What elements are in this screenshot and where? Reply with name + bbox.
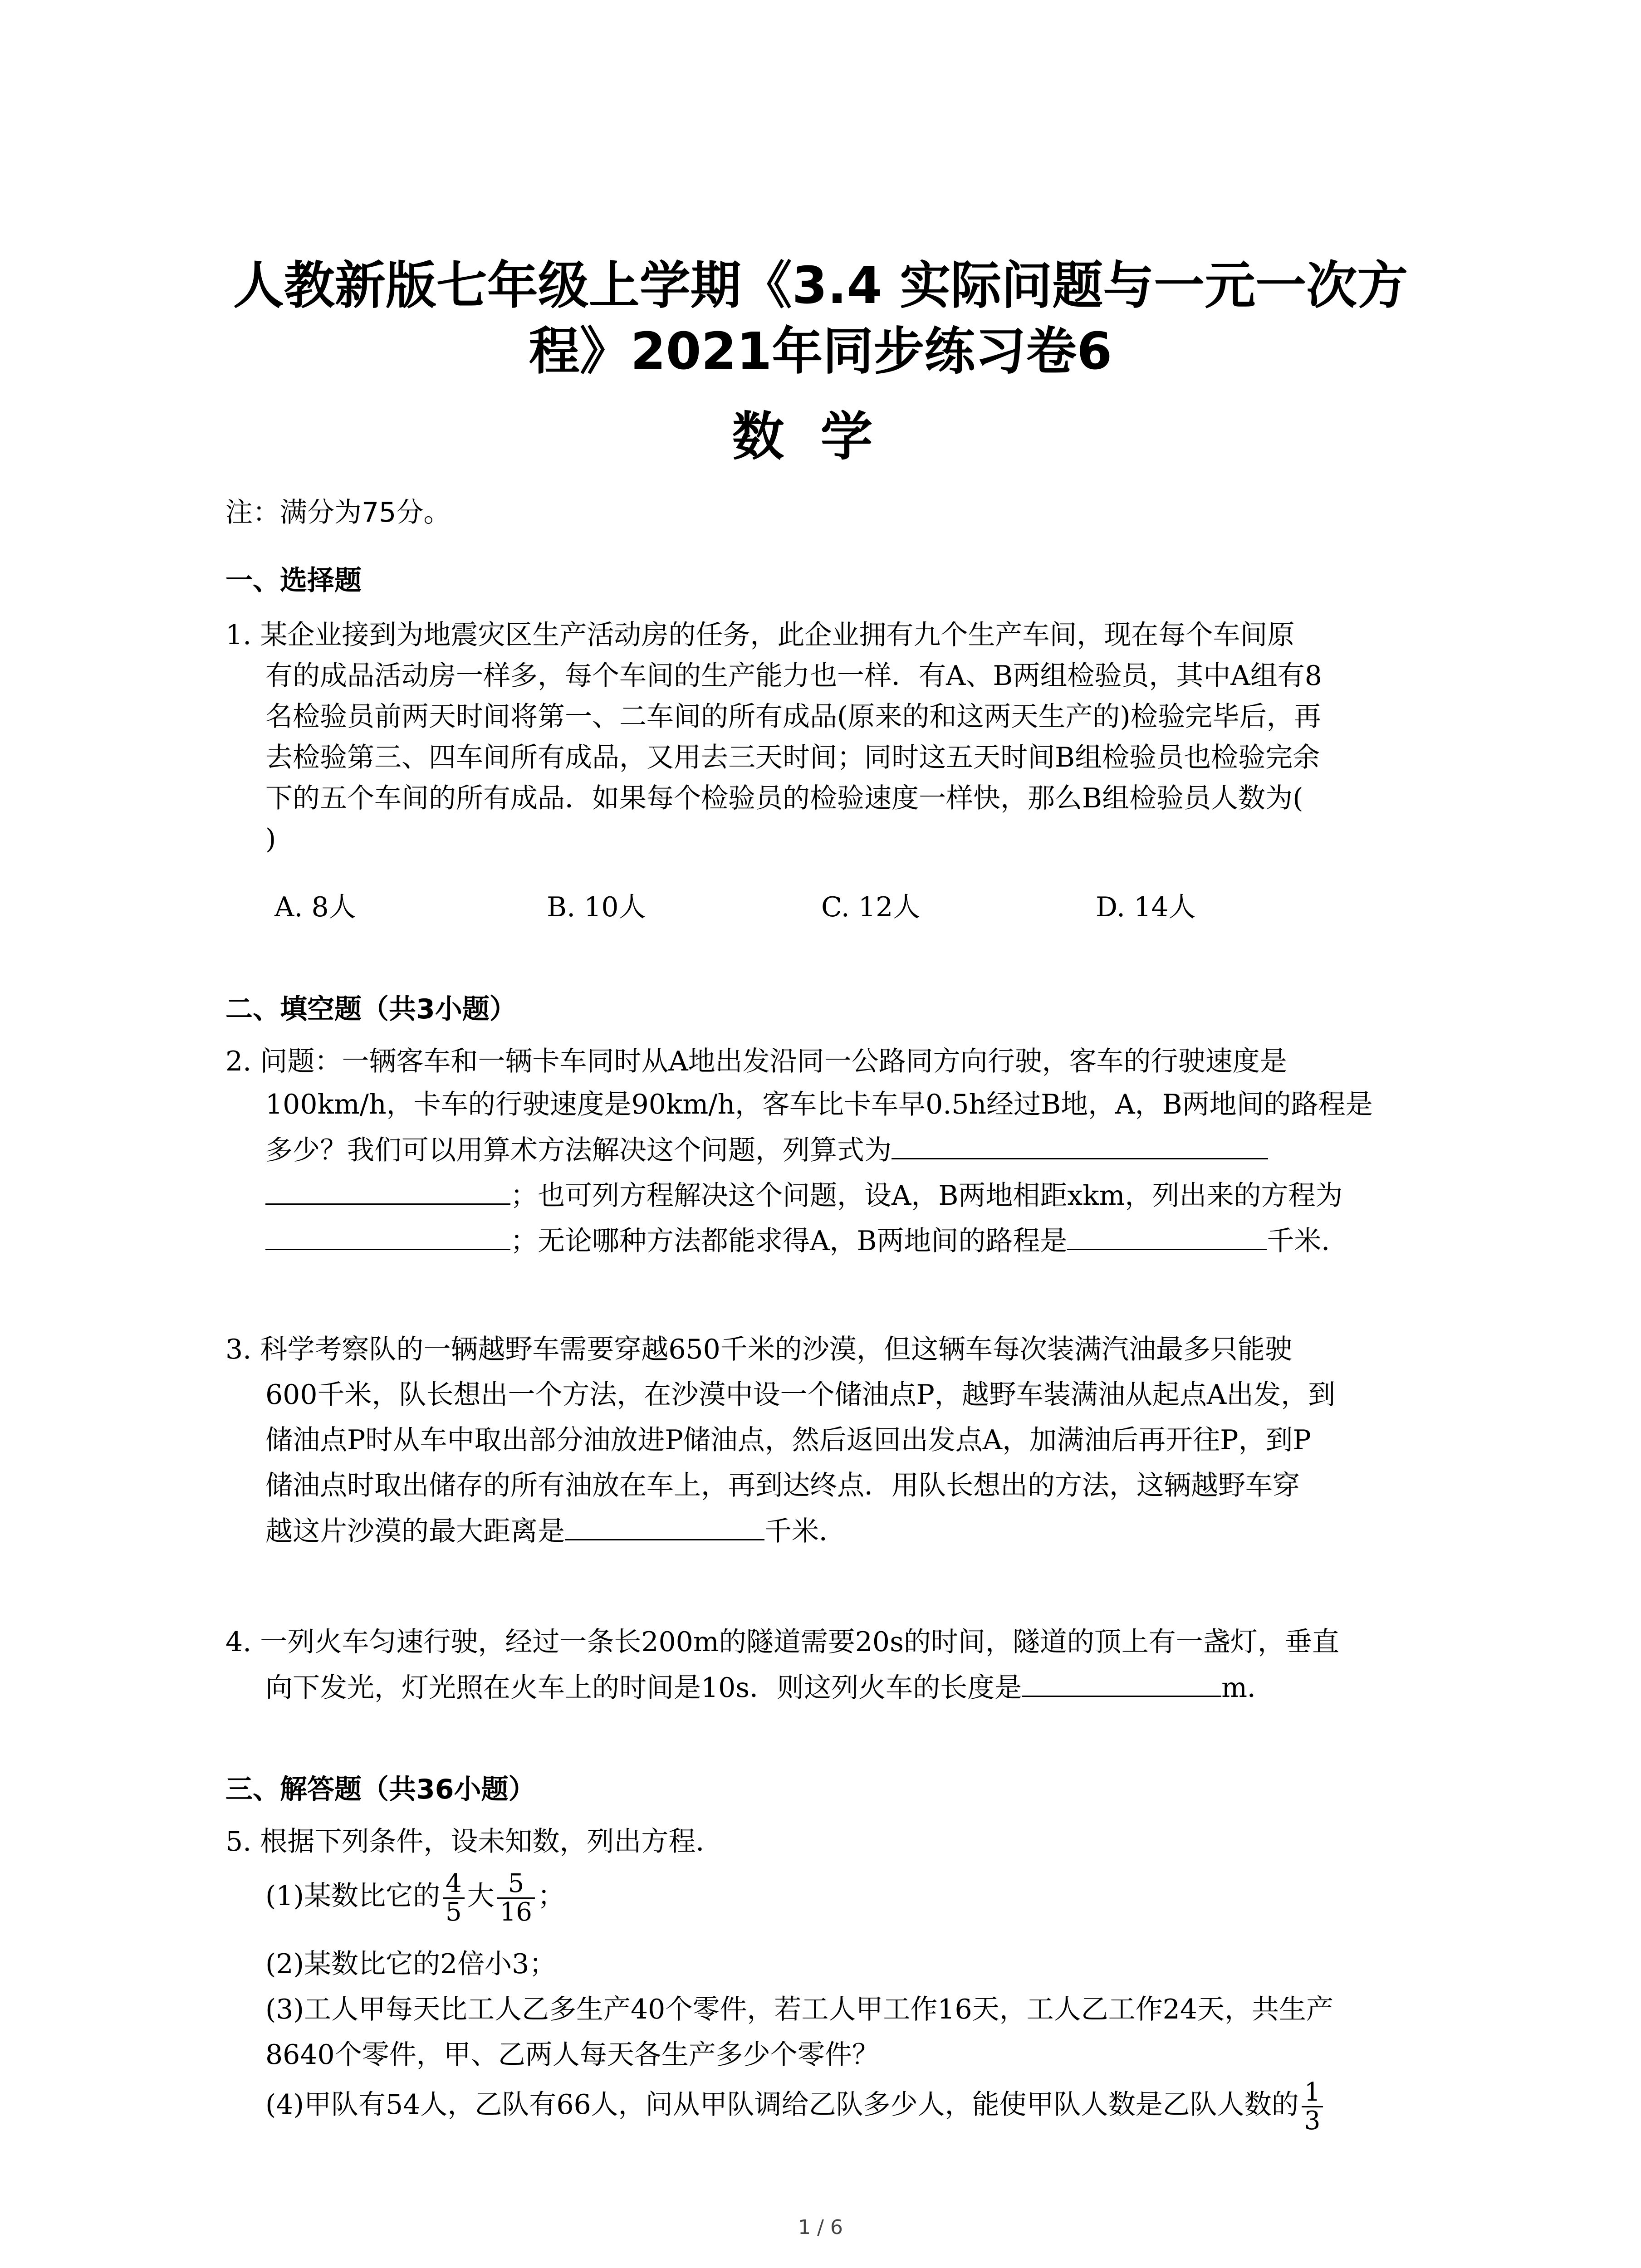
- q5-part-3: (3)工人甲每天比工人乙多生产40个零件，若工人甲工作16天，工人乙工作24天，共生产: [265, 1994, 1334, 2025]
- section-fill-heading: 二、填空题（共3小题）: [225, 993, 517, 1025]
- fraction-numerator: 4: [443, 1870, 465, 1899]
- score-note: 注：满分为75分。: [225, 497, 451, 528]
- q2-line: [265, 1177, 1343, 1214]
- fraction-numerator: 5: [497, 1870, 535, 1899]
- q5-part-1: [265, 1864, 565, 1928]
- fraction-denominator: 5: [446, 1897, 462, 1927]
- q2-line: 2. 问题：一辆客车和一辆卡车同时从A地出发沿同一公路同方向行驶，客车的行驶速度是: [225, 1046, 1287, 1077]
- q1-line: 下的五个车间的所有成品．如果每个检验员的检验速度一样快，那么B组检验员人数为(: [265, 782, 1303, 814]
- q1-choice-a: A. 8人: [274, 891, 356, 923]
- q4-line: [265, 1669, 1274, 1706]
- answer-blank[interactable]: [265, 1177, 510, 1205]
- q2-line: [265, 1222, 1348, 1259]
- q1-choice-c: C. 12人: [821, 891, 921, 923]
- q2-text: 千米．: [1267, 1225, 1349, 1257]
- answer-blank[interactable]: [1067, 1222, 1267, 1250]
- q1-line: ): [265, 823, 276, 855]
- q1-line: 1. 某企业接到为地震灾区生产活动房的任务，此企业拥有九个生产车间，现在每个车间原: [225, 619, 1295, 651]
- q3-text: 越这片沙漠的最大距离是: [265, 1515, 565, 1547]
- fraction-denominator: 16: [500, 1897, 532, 1927]
- section-choice-heading: 一、选择题: [225, 565, 362, 596]
- answer-blank[interactable]: [1022, 1669, 1221, 1697]
- section-answer-heading: 三、解答题（共36小题）: [225, 1774, 536, 1805]
- q5-part-4: [265, 2073, 1326, 2136]
- q1-line: 名检验员前两天时间将第一、二车间的所有成品(原来的和这两天生产的)检验完毕后，再: [265, 701, 1321, 733]
- q3-line: 储油点时取出储存的所有油放在车上，再到达终点．用队长想出的方法，这辆越野车穿: [265, 1470, 1300, 1501]
- answer-blank[interactable]: [265, 1222, 510, 1250]
- q3-line: [265, 1513, 846, 1549]
- q2-line: [265, 1132, 1268, 1168]
- fraction: [443, 1870, 465, 1926]
- q5-part-3-cont: 8640个零件，甲、乙两人每天各生产多少个零件？: [265, 2039, 879, 2071]
- q1-line: 去检验第三、四车间所有成品，又用去三天时间；同时这五天时间B组检验员也检验完余: [265, 742, 1320, 773]
- fraction-numerator: 1: [1302, 2079, 1323, 2107]
- answer-blank[interactable]: [565, 1513, 764, 1540]
- q4-line: 4. 一列火车匀速行驶，经过一条长200m的隧道需要20s的时间，隧道的顶上有一盏灯，垂直: [225, 1626, 1339, 1658]
- q5-intro: 5. 根据下列条件，设未知数，列出方程．: [225, 1826, 723, 1857]
- q5-text: (1)某数比它的: [265, 1880, 440, 1912]
- q5-part-2: (2)某数比它的2倍小3；: [265, 1948, 557, 1980]
- page-number: 1 / 6: [798, 2216, 843, 2239]
- fraction-denominator: 3: [1304, 2106, 1321, 2136]
- fraction: [1302, 2079, 1323, 2135]
- q5-text: (4)甲队有54人，乙队有66人，问从甲队调给乙队多少人，能使甲队人数是乙队人数的: [265, 2089, 1299, 2121]
- q3-line: 3. 科学考察队的一辆越野车需要穿越650千米的沙漠，但这辆车每次装满汽油最多只能驶: [225, 1334, 1292, 1365]
- title-line-1: 人教新版七年级上学期《3.4 实际问题与一元一次方: [233, 256, 1408, 315]
- q5-text: 大: [467, 1880, 495, 1912]
- q5-text: ；: [537, 1880, 565, 1912]
- answer-blank[interactable]: [892, 1132, 1268, 1159]
- q3-line: 储油点P时从车中取出部分油放进P储油点，然后返回出发点A，加满油后再开往P，到P: [265, 1424, 1311, 1456]
- q1-choice-d: D. 14人: [1096, 891, 1196, 923]
- q2-text: ；也可列方程解决这个问题，设A，B两地相距xkm，列出来的方程为: [510, 1180, 1343, 1212]
- q4-text: m．: [1221, 1672, 1275, 1704]
- q1-line: 有的成品活动房一样多，每个车间的生产能力也一样．有A、B两组检验员，其中A组有8: [265, 660, 1322, 692]
- q2-text: ；无论哪种方法都能求得A，B两地间的路程是: [510, 1225, 1068, 1257]
- q3-line: 600千米，队长想出一个方法，在沙漠中设一个储油点P，越野车装满油从起点A出发，到: [265, 1379, 1336, 1411]
- q2-line: 100km/h，卡车的行驶速度是90km/h，客车比卡车早0.5h经过B地，A，B两地间的路程是: [265, 1089, 1373, 1120]
- title-line-2: 程》2021年同步练习卷6: [529, 322, 1112, 381]
- q1-choice-b: B. 10人: [547, 891, 646, 923]
- subject-heading: 数学: [732, 406, 909, 467]
- q3-text: 千米．: [764, 1515, 846, 1547]
- q4-text: 向下发光，灯光照在火车上的时间是10s．则这列火车的长度是: [265, 1672, 1022, 1704]
- fraction: [497, 1870, 535, 1926]
- q2-text: 多少？我们可以用算术方法解决这个问题，列算式为: [265, 1134, 892, 1166]
